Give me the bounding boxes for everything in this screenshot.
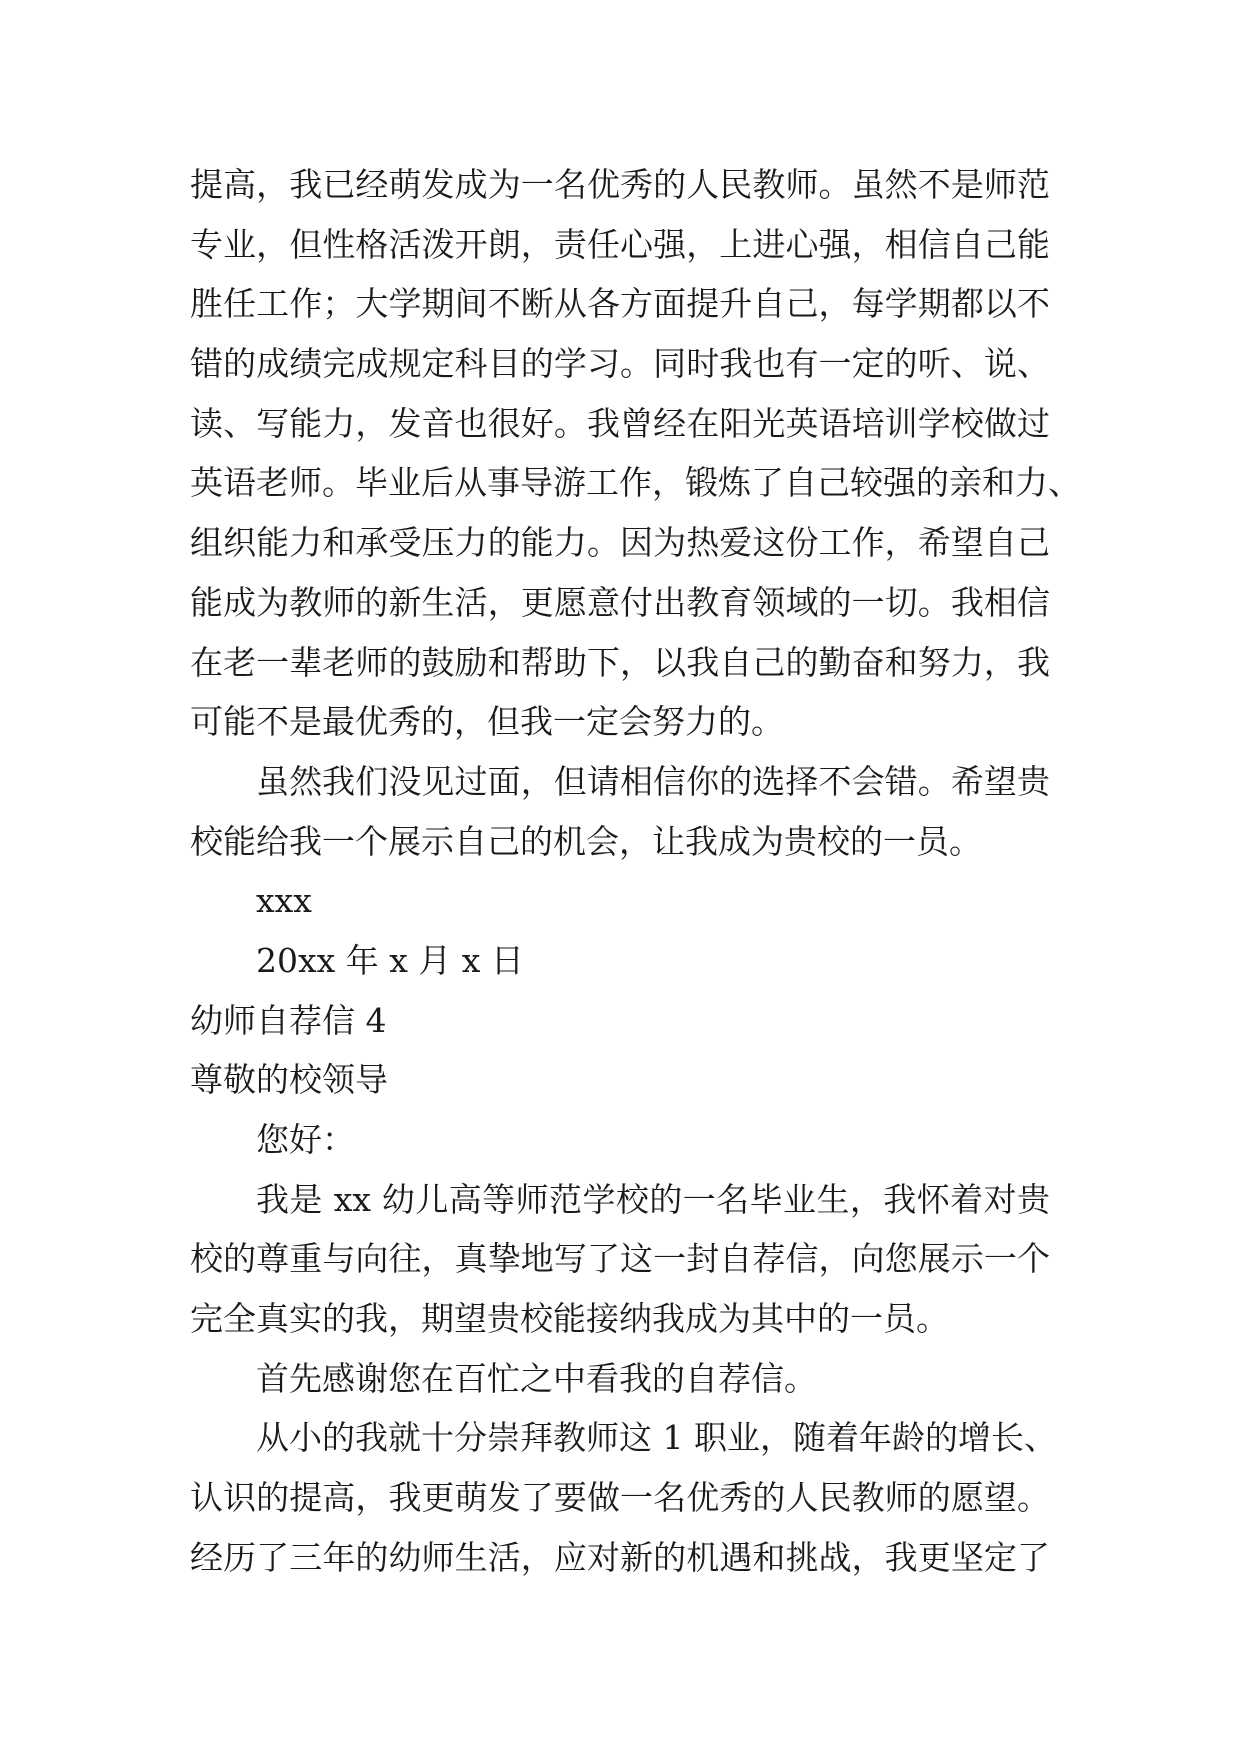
salutation: 尊敬的校领导 xyxy=(190,1060,388,1100)
letter-body xyxy=(190,155,1081,1588)
text-line: 读、写能力，发音也很好。我曾经在阳光英语培训学校做过 xyxy=(190,403,1050,443)
signature-date: 20xx 年 x 月 x 日 xyxy=(256,940,524,980)
paragraph-start-line: 虽然我们没见过面，但请相信你的选择不会错。希望贵 xyxy=(256,761,1050,801)
text-line: 经历了三年的幼师生活，应对新的机遇和挑战，我更坚定了 xyxy=(190,1537,1050,1577)
text-line: 校能给我一个展示自己的机会，让我成为贵校的一员。 xyxy=(190,821,982,861)
text-line: 能成为教师的新生活，更愿意付出教育领域的一切。我相信 xyxy=(190,582,1050,622)
text-line: 提高，我已经萌发成为一名优秀的人民教师。虽然不是师范 xyxy=(190,165,1050,204)
section-heading: 幼师自荐信 4 xyxy=(190,1000,387,1040)
signature-name: xxx xyxy=(256,881,312,921)
text-line: 在老一辈老师的鼓励和帮助下，以我自己的勤奋和努力，我 xyxy=(190,642,1050,682)
text-line: 可能不是最优秀的，但我一定会努力的。 xyxy=(190,702,784,742)
text-line: 校的尊重与向往，真挚地写了这一封自荐信，向您展示一个 xyxy=(190,1239,1050,1279)
text-line: 英语老师。毕业后从事导游工作，锻炼了自己较强的亲和力、 xyxy=(190,463,1081,503)
text-line: 胜任工作；大学期间不断从各方面提升自己，每学期都以不 xyxy=(190,284,1050,324)
text-line: 错的成绩完成规定科目的学习。同时我也有一定的听、说、 xyxy=(190,344,1050,384)
paragraph-start-line: 首先感谢您在百忙之中看我的自荐信。 xyxy=(256,1358,817,1398)
greeting: 您好： xyxy=(256,1120,355,1159)
text-line: 专业，但性格活泼开朗，责任心强，上进心强，相信自己能 xyxy=(190,224,1050,264)
text-line: 认识的提高，我更萌发了要做一名优秀的人民教师的愿望。 xyxy=(190,1478,1050,1518)
paragraph-start-line: 从小的我就十分崇拜教师这 1 职业，随着年龄的增长、 xyxy=(256,1418,1057,1458)
text-line: 组织能力和承受压力的能力。因为热爱这份工作，希望自己 xyxy=(190,523,1050,563)
paragraph-start-line: 我是 xx 幼儿高等师范学校的一名毕业生，我怀着对贵 xyxy=(256,1179,1050,1219)
text-line: 完全真实的我，期望贵校能接纳我成为其中的一员。 xyxy=(190,1299,949,1339)
